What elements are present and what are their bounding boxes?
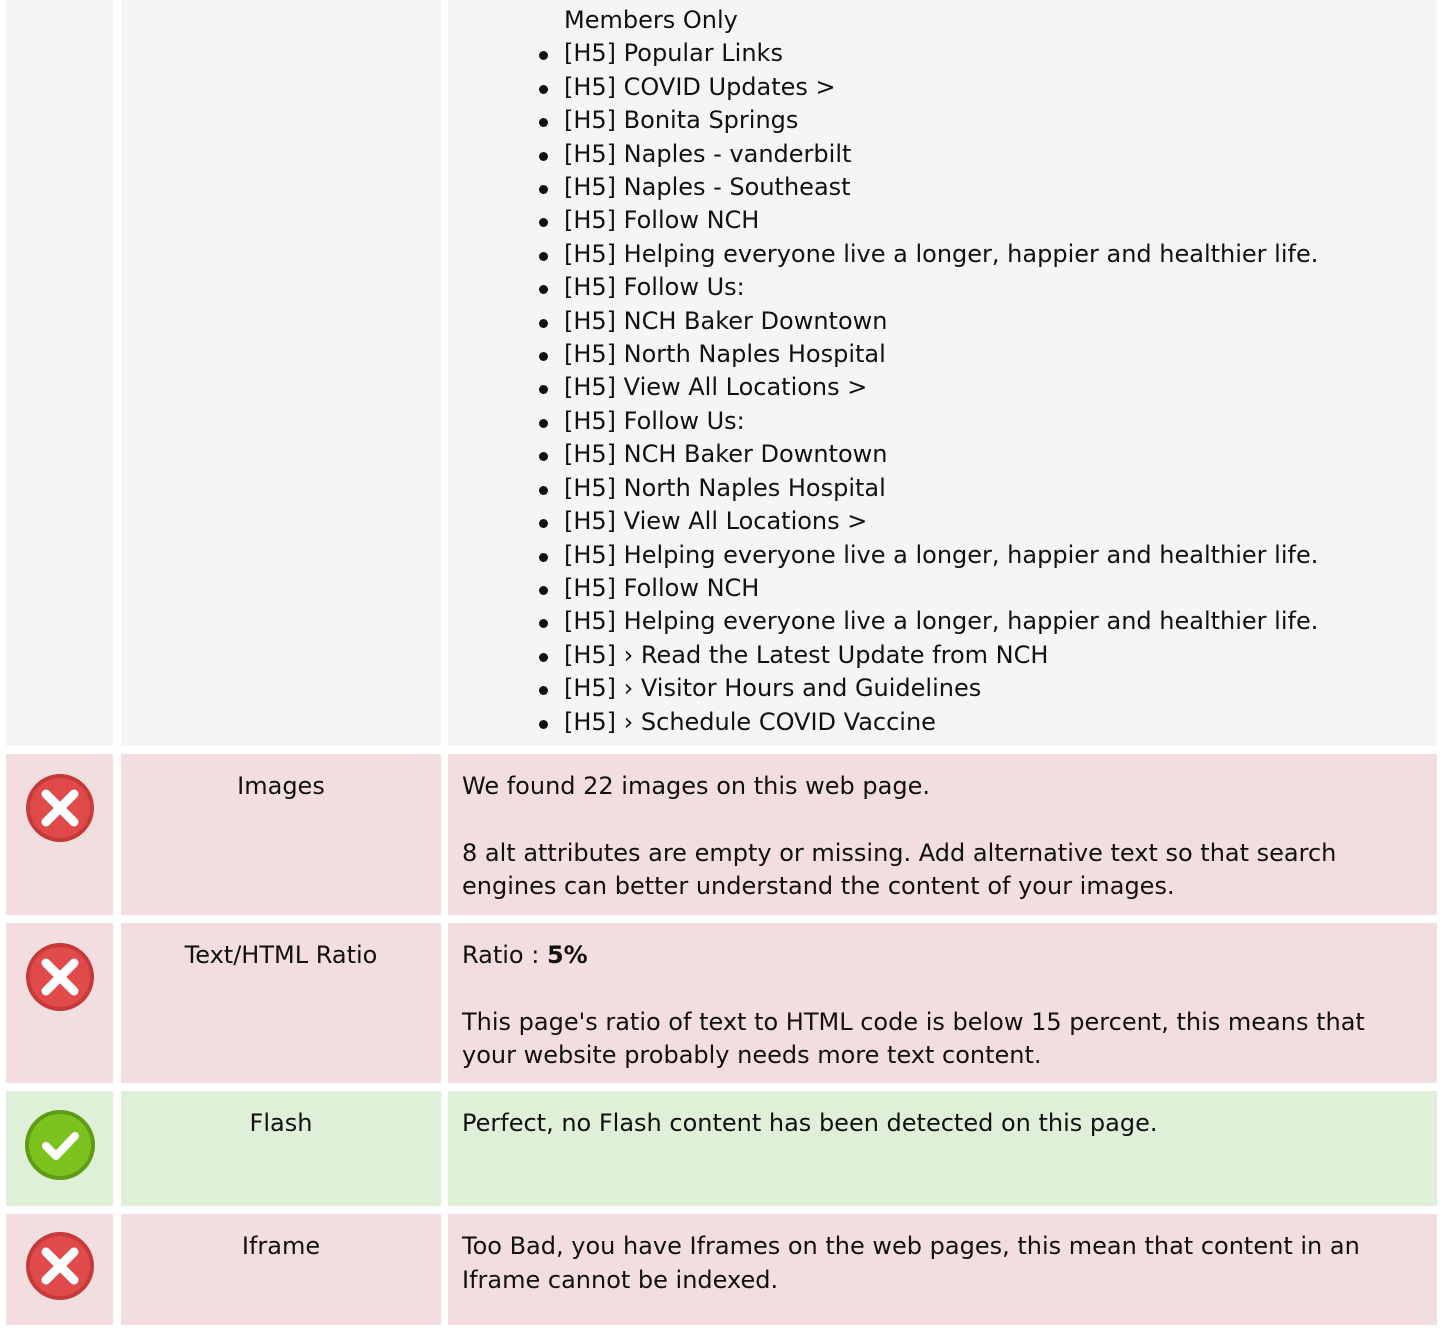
images-count-text: We found 22 images on this web page. [462, 772, 930, 800]
heading-list-item: [H5] Follow NCH [564, 572, 1437, 605]
heading-list-item: [H5] View All Locations > [564, 505, 1437, 538]
error-x-icon [24, 772, 96, 844]
heading-list-item: [H5] Helping everyone live a longer, happier and healthier life. [564, 238, 1437, 271]
error-x-icon [24, 1230, 96, 1302]
heading-list-item: [H5] › Visitor Hours and Guidelines [564, 672, 1437, 705]
images-icon-cell [6, 754, 113, 915]
ratio-value-line [462, 939, 1423, 973]
heading-list-item: [H5] › Schedule COVID Vaccine [564, 706, 1437, 739]
heading-list-item: [H5] Popular Links [564, 37, 1437, 70]
heading-list-item: [H5] Helping everyone live a longer, happier and healthier life. [564, 605, 1437, 638]
images-details [448, 754, 1437, 915]
ratio-details [448, 923, 1437, 1083]
heading-list-item: [H5] North Naples Hospital [564, 472, 1437, 505]
flash-label: Flash [121, 1091, 441, 1206]
heading-list-item: [H5] Naples - Southeast [564, 171, 1437, 204]
headings-row [6, 0, 1437, 746]
success-check-icon [24, 1109, 96, 1181]
heading-list-item: [H5] Naples - vanderbilt [564, 138, 1437, 171]
ratio-prefix: Ratio : [462, 941, 547, 969]
iframe-details [448, 1214, 1437, 1325]
heading-list-item: [H5] Follow NCH [564, 204, 1437, 237]
flash-icon-cell [6, 1091, 113, 1206]
ratio-label: Text/HTML Ratio [121, 923, 441, 1083]
heading-list-item: [H5] Helping everyone live a longer, happier and healthier life. [564, 539, 1437, 572]
heading-list-item: [H5] › Read the Latest Update from NCH [564, 639, 1437, 672]
headings-list-continuation: Members Only [564, 6, 738, 34]
headings-icon-cell [6, 0, 113, 746]
iframe-icon-cell [6, 1214, 113, 1325]
headings-label-cell [121, 0, 441, 746]
ratio-explanation: This page's ratio of text to HTML code is below 15 percent, this means that your website probably needs more text content. [462, 1007, 1365, 1069]
heading-list-item: [H5] Follow Us: [564, 271, 1437, 304]
images-label: Images [121, 754, 441, 915]
heading-list-item: [H5] North Naples Hospital [564, 338, 1437, 371]
heading-list-item: [H5] NCH Baker Downtown [564, 438, 1437, 471]
headings-list [448, 0, 1437, 739]
ratio-icon-cell [6, 923, 113, 1083]
flash-row [6, 1091, 1437, 1206]
ratio-value: 5% [546, 941, 588, 969]
heading-list-item: [H5] COVID Updates > [564, 71, 1437, 104]
heading-list-item: [H5] NCH Baker Downtown [564, 305, 1437, 338]
images-row [6, 754, 1437, 915]
heading-list-item: [H5] View All Locations > [564, 371, 1437, 404]
headings-content-cell [448, 0, 1437, 746]
iframe-label: Iframe [121, 1214, 441, 1325]
error-x-icon [24, 941, 96, 1013]
iframe-row [6, 1214, 1437, 1325]
flash-text: Perfect, no Flash content has been detected on this page. [462, 1109, 1158, 1137]
images-alt-text-note: 8 alt attributes are empty or missing. Add alternative text so that search engines can better understand the content of your images. [462, 838, 1337, 900]
heading-list-item: [H5] Bonita Springs [564, 104, 1437, 137]
heading-list-item: [H5] Follow Us: [564, 405, 1437, 438]
ratio-row [6, 923, 1437, 1083]
flash-details [448, 1091, 1437, 1206]
iframe-text: Too Bad, you have Iframes on the web pages, this mean that content in an Iframe cannot be indexed. [462, 1232, 1360, 1294]
